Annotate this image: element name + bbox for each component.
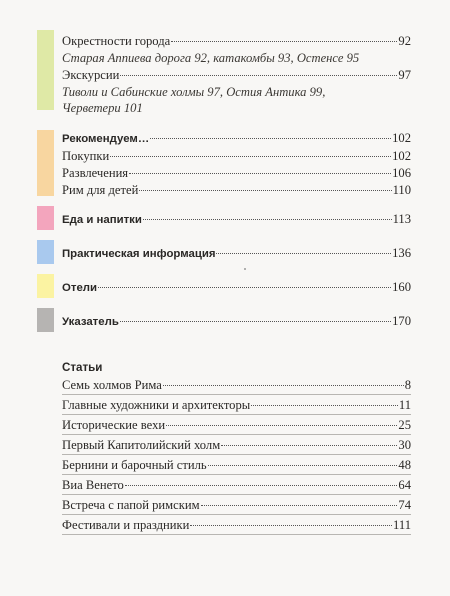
- entry-page: 170: [392, 314, 411, 328]
- article-entry[interactable]: [62, 497, 411, 515]
- entry-page: 106: [392, 166, 411, 180]
- toc-entry[interactable]: [62, 165, 411, 182]
- entry-title: Встреча с папой римским: [62, 498, 200, 512]
- dot-leader: [171, 41, 397, 42]
- entry-title: Рим для детей: [62, 183, 139, 197]
- toc-entry-index[interactable]: [62, 313, 411, 330]
- entry-title: Практическая информация: [62, 248, 216, 260]
- entry-title: Отели: [62, 282, 98, 294]
- entry-page: 92: [398, 34, 411, 48]
- dot-leader: [139, 190, 391, 191]
- entry-subtitle: Старая Аппиева дорога 92, катакомбы 93, Остенсе 95: [62, 51, 360, 65]
- entry-page: 102: [392, 131, 411, 145]
- color-tab-pink: [37, 206, 54, 230]
- color-tab-gray: [37, 308, 54, 332]
- dot-leader: [163, 385, 404, 386]
- entry-subtitle: Тиволи и Сабинские холмы 97, Остия Антика 99,: [62, 84, 326, 99]
- dot-leader: [251, 405, 398, 406]
- article-entry[interactable]: [62, 397, 411, 415]
- surroundings-section: [62, 33, 411, 117]
- entry-title: Еда и напитки: [62, 214, 142, 226]
- entry-page: 48: [398, 458, 411, 472]
- entry-title: Первый Капитолийский холм: [62, 438, 221, 452]
- index-section: [62, 313, 411, 330]
- entry-page: 25: [398, 418, 411, 432]
- toc-entry-hotels[interactable]: [62, 279, 411, 296]
- dot-leader: [216, 253, 391, 254]
- toc-entry[interactable]: [62, 182, 411, 199]
- dot-leader: [221, 445, 397, 446]
- recommend-section: [62, 130, 411, 199]
- entry-title: Экскурсии: [62, 67, 120, 82]
- entry-title: Развлечения: [62, 166, 129, 180]
- article-entry[interactable]: [62, 437, 411, 455]
- articles-heading: Статьи: [62, 361, 103, 374]
- dot-leader: [201, 505, 398, 506]
- entry-title: Семь холмов Рима: [62, 378, 162, 392]
- color-tab-yellow: [37, 274, 54, 298]
- entry-title: Исторические вехи: [62, 418, 166, 432]
- print-speck: [244, 268, 246, 270]
- dot-leader: [120, 321, 391, 322]
- entry-title: Виа Венето: [62, 478, 124, 492]
- color-tab-orange: [37, 130, 54, 196]
- toc-entry-excursions[interactable]: [62, 67, 411, 84]
- entry-subtitle: Черветери 101: [62, 101, 143, 115]
- toc-entry-recommend[interactable]: [62, 130, 411, 147]
- color-tab-blue: [37, 240, 54, 264]
- entry-title: Окрестности города: [62, 34, 171, 48]
- entry-page: 74: [398, 498, 411, 512]
- entry-page: 136: [392, 246, 411, 260]
- food-section: [62, 211, 411, 228]
- dot-leader: [110, 156, 391, 157]
- entry-page: 97: [398, 67, 411, 82]
- entry-title: Рекомендуем…: [62, 133, 150, 145]
- dot-leader: [190, 525, 392, 526]
- article-entry[interactable]: [62, 377, 411, 395]
- articles-section: [62, 360, 411, 535]
- entry-title: Фестивали и праздники: [62, 518, 190, 532]
- entry-title: Указатель: [62, 316, 119, 328]
- dot-leader: [166, 425, 397, 426]
- article-entry[interactable]: [62, 517, 411, 535]
- entry-title: Бернини и барочный стиль: [62, 458, 207, 472]
- dot-leader: [120, 75, 397, 76]
- dot-leader: [150, 138, 391, 139]
- dot-leader: [129, 173, 391, 174]
- entry-page: 30: [398, 438, 411, 452]
- dot-leader: [208, 465, 398, 466]
- practical-section: [62, 245, 411, 262]
- article-entry[interactable]: [62, 417, 411, 435]
- dot-leader: [143, 219, 392, 220]
- entry-page: 8: [404, 378, 411, 392]
- entry-page: 160: [392, 280, 411, 294]
- entry-page: 64: [398, 478, 411, 492]
- article-entry[interactable]: [62, 457, 411, 475]
- toc-entry-surroundings[interactable]: [62, 33, 411, 50]
- entry-page: 102: [392, 149, 411, 163]
- entry-page: 11: [398, 398, 411, 412]
- entry-page: 110: [392, 183, 411, 197]
- color-tab-green: [37, 30, 54, 110]
- entry-page: 111: [393, 518, 411, 532]
- entry-title: Главные художники и архитекторы: [62, 398, 251, 412]
- dot-leader: [125, 485, 398, 486]
- toc-entry-practical[interactable]: [62, 245, 411, 262]
- toc-entry-food[interactable]: [62, 211, 411, 228]
- hotels-section: [62, 279, 411, 296]
- entry-page: 113: [392, 212, 411, 226]
- toc-entry[interactable]: [62, 148, 411, 165]
- dot-leader: [98, 287, 391, 288]
- article-entry[interactable]: [62, 477, 411, 495]
- entry-title: Покупки: [62, 149, 110, 163]
